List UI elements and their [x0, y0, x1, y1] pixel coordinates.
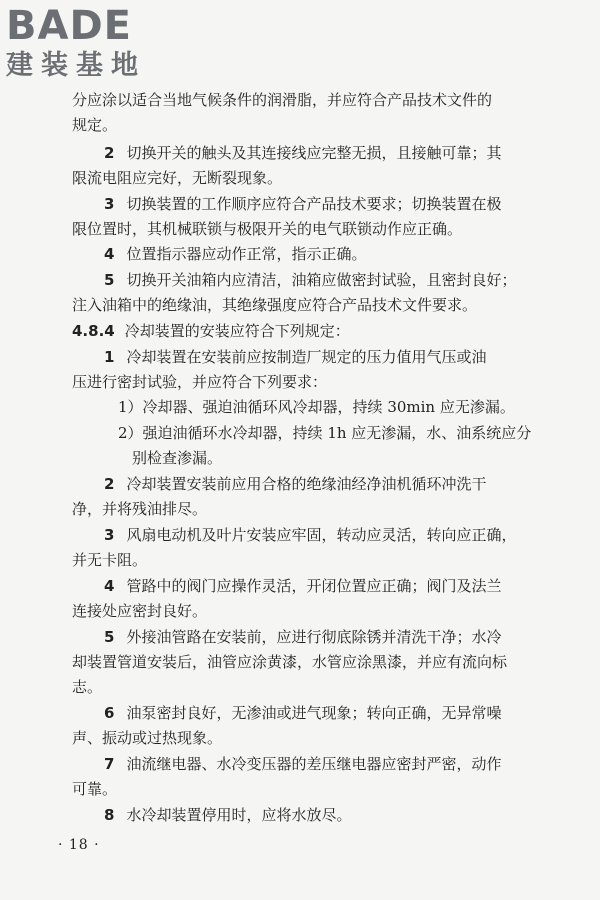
item-text: 外接油管路在安装前，应进行彻底除锈并清洗干净；水冷 [126, 628, 502, 646]
text-line: 可靠。 [72, 780, 118, 798]
text-line: 志。 [72, 678, 103, 696]
section-heading [72, 321, 350, 341]
item-text: 切换装置的工作顺序应符合产品技术要求；切换装置在极 [126, 195, 502, 213]
page-number: · 18 · [58, 837, 100, 853]
text-line: 规定。 [72, 116, 118, 134]
item-3 [104, 194, 501, 214]
item-number: 5 [104, 628, 115, 646]
item-number: 8 [104, 806, 115, 824]
item-number: 6 [104, 704, 115, 722]
text-line: 却装置管道安装后，油管应涂黄漆，水管应涂黑漆，并应有流向标 [72, 653, 508, 671]
item-number: 4 [104, 245, 115, 263]
logo-wordmark: BADE [6, 3, 132, 49]
item-text: 油泵密封良好，无渗油或进气现象；转向正确，无异常噪 [126, 704, 502, 722]
item-number: 3 [104, 195, 115, 213]
item-text: 冷却装置安装前应用合格的绝缘油经净油机循环冲洗干 [126, 475, 487, 493]
cooling-item-5 [104, 627, 501, 647]
item-number: 2 [104, 144, 115, 162]
bade-logo [6, 4, 176, 88]
text-line: 分应涂以适合当地气候条件的润滑脂，并应符合产品技术文件的 [72, 91, 493, 109]
cooling-item-1 [104, 347, 486, 367]
item-text: 冷却装置在安装前应按制造厂规定的压力值用气压或油 [126, 348, 487, 366]
cooling-item-8 [104, 805, 351, 825]
item-text: 切换开关油箱内应清洁，油箱应做密封试验，且密封良好； [126, 271, 517, 289]
sub-item-1: 1）冷却器、强迫油循环风冷却器，持续 30min 应无渗漏。 [118, 398, 515, 416]
text-line: 净，并将残油排尽。 [72, 500, 208, 518]
text-line: 限位置时，其机械联锁与极限开关的电气联锁动作应正确。 [72, 220, 463, 238]
item-text: 管路中的阀门应操作灵活，开闭位置应正确；阀门及法兰 [126, 577, 502, 595]
item-text: 切换开关的触头及其连接线应完整无损，且接触可靠；其 [126, 144, 502, 162]
sub-item-2: 2）强迫油循环水冷却器，持续 1h 应无渗漏，水、油系统应分 [118, 424, 532, 442]
item-5 [104, 270, 516, 290]
text-line: 别检查渗漏。 [132, 449, 223, 467]
text-line: 注入油箱中的绝缘油，其绝缘强度应符合产品技术文件要求。 [72, 296, 478, 314]
item-number: 3 [104, 526, 115, 544]
item-number: 2 [104, 475, 115, 493]
cooling-item-6 [104, 703, 501, 723]
cooling-item-3 [104, 525, 516, 545]
section-number: 4.8.4 [72, 322, 115, 340]
item-number: 5 [104, 271, 115, 289]
item-text: 油流继电器、水冷变压器的差压继电器应密封严密，动作 [126, 755, 502, 773]
cooling-item-4 [104, 576, 501, 596]
text-line: 限流电阻应完好，无断裂现象。 [72, 169, 283, 187]
text-line: 声、振动或过热现象。 [72, 729, 223, 747]
text-line: 并无卡阻。 [72, 551, 148, 569]
cooling-item-7 [104, 754, 501, 774]
item-2 [104, 143, 501, 163]
cooling-item-2 [104, 474, 486, 494]
item-text: 水冷却装置停用时，应将水放尽。 [126, 806, 352, 824]
logo-chinese-text: 建装基地 [6, 50, 146, 81]
item-text: 位置指示器应动作正常，指示正确。 [126, 245, 367, 263]
item-4 [104, 244, 366, 264]
text-line: 连接处应密封良好。 [72, 602, 208, 620]
section-text: 冷却装置的安装应符合下列规定： [124, 322, 350, 340]
item-text: 风扇电动机及叶片安装应牢固，转动应灵活，转向应正确， [126, 526, 517, 544]
text-line: 压进行密封试验，并应符合下列要求： [72, 373, 328, 391]
item-number: 7 [104, 755, 115, 773]
item-number: 1 [104, 348, 115, 366]
item-number: 4 [104, 577, 115, 595]
